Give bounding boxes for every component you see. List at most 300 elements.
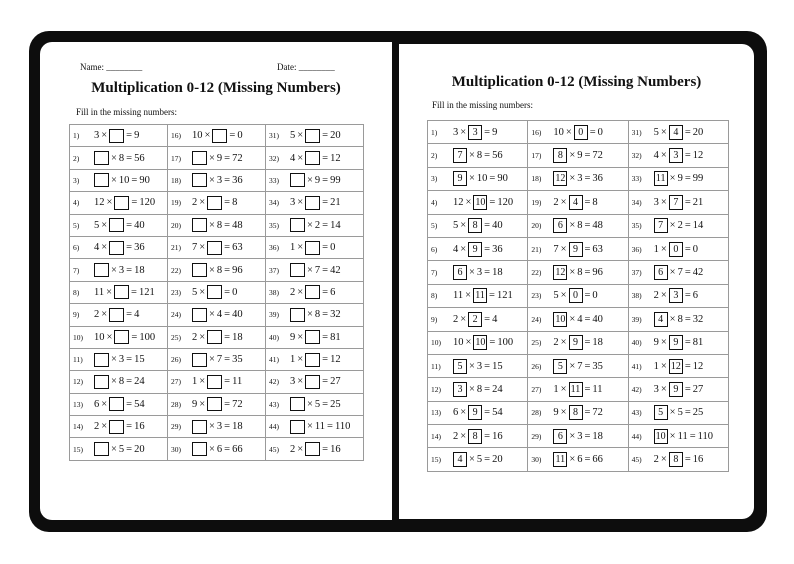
factor: 5 <box>553 290 559 302</box>
problem-cell <box>428 331 528 354</box>
times-sign: × <box>669 220 676 232</box>
problem-number: 45) <box>631 455 642 465</box>
product: 25 <box>692 407 704 419</box>
answer-input-box[interactable] <box>114 285 129 299</box>
equation <box>289 241 336 255</box>
equals-sign: = <box>489 290 495 302</box>
equals-sign: = <box>484 267 491 279</box>
problem-number: 10) <box>431 338 441 348</box>
times-sign: × <box>297 354 304 366</box>
times-sign: × <box>307 309 313 321</box>
problem-cell <box>266 125 364 147</box>
equals-sign: = <box>684 220 691 232</box>
times-sign: × <box>469 267 475 279</box>
equation <box>93 263 146 277</box>
problem-cell <box>168 259 266 281</box>
equation <box>653 382 705 397</box>
answer-input-box[interactable] <box>192 263 207 277</box>
equals-sign: = <box>322 242 329 254</box>
problem-number: 3) <box>73 175 80 185</box>
factor: 1 <box>653 243 659 255</box>
problem-number: 2) <box>73 153 80 163</box>
instructions: Fill in the missing numbers: <box>76 107 178 117</box>
problem-number: 36) <box>269 243 279 253</box>
problem-number: 12) <box>73 377 83 387</box>
times-sign: × <box>111 443 117 455</box>
equation <box>191 353 244 367</box>
problem-cell <box>628 261 728 284</box>
equation <box>93 173 151 187</box>
factor: 4 <box>577 313 583 325</box>
answer-input-box[interactable] <box>94 263 109 277</box>
answer-input-box[interactable] <box>94 353 109 367</box>
answer-box: 9 <box>669 382 683 397</box>
answer-box: 10 <box>475 196 486 208</box>
equation <box>653 405 705 420</box>
answer-input-box[interactable] <box>305 353 320 367</box>
problem-number: 20) <box>531 221 542 231</box>
equation <box>93 218 146 232</box>
problem-cell <box>628 331 728 354</box>
times-sign: × <box>101 242 108 254</box>
problem-number: 25) <box>171 332 181 342</box>
answer-input-box[interactable] <box>192 420 207 434</box>
product: 90 <box>497 173 508 185</box>
answer-input-box[interactable] <box>109 241 124 255</box>
problem-number: 17) <box>531 151 542 161</box>
equation <box>191 263 244 277</box>
problem-number: 15) <box>431 455 441 465</box>
answer-input-box[interactable] <box>192 151 207 165</box>
factor: 10 <box>476 173 488 185</box>
equals-sign: = <box>322 286 329 298</box>
problem-cell <box>628 167 728 190</box>
problem-number: 42) <box>269 377 279 387</box>
equals-sign: = <box>224 331 231 343</box>
factor: 4 <box>653 150 659 162</box>
factor: 2 <box>653 290 659 302</box>
equation <box>93 241 146 255</box>
table-row <box>70 304 364 326</box>
times-sign: × <box>297 242 304 254</box>
product: 0 <box>237 130 243 142</box>
equals-sign: = <box>126 219 133 231</box>
equals-sign: = <box>131 286 137 298</box>
problem-cell <box>528 448 628 471</box>
product: 36 <box>592 173 603 185</box>
product: 9 <box>492 126 498 138</box>
answer-box: 6 <box>553 218 567 233</box>
equals-sign: = <box>684 196 691 208</box>
problem-number: 21) <box>531 244 542 254</box>
product: 72 <box>592 407 603 419</box>
equals-sign: = <box>489 173 496 185</box>
answer-input-box[interactable] <box>207 285 222 299</box>
times-sign: × <box>297 197 304 209</box>
factor: 7 <box>216 354 223 366</box>
answer-input-box[interactable] <box>207 241 222 255</box>
equals-sign: = <box>484 220 491 232</box>
answer-input-box[interactable] <box>207 196 222 210</box>
table-row <box>428 237 729 260</box>
times-sign: × <box>560 407 567 419</box>
factor: 5 <box>314 398 321 410</box>
equation <box>452 335 514 350</box>
equation <box>653 288 699 303</box>
problem-number: 3) <box>431 174 438 184</box>
factor: 9 <box>553 407 559 419</box>
factor: 5 <box>192 286 198 298</box>
equation <box>653 148 705 163</box>
problem-number: 6) <box>73 243 80 253</box>
problem-number: 37) <box>631 268 642 278</box>
equation <box>653 195 705 210</box>
equals-sign: = <box>126 398 133 410</box>
answer-input-box[interactable] <box>109 397 124 411</box>
equals-sign: = <box>684 383 691 395</box>
problem-number: 25) <box>531 338 542 348</box>
answer-input-box[interactable] <box>290 173 305 187</box>
product: 0 <box>330 242 336 254</box>
equals-sign: = <box>131 174 138 186</box>
problem-cell <box>70 371 168 393</box>
equation <box>552 218 604 233</box>
worksheet-title: Multiplication 0-12 (Missing Numbers) <box>91 80 341 96</box>
product: 32 <box>692 313 704 325</box>
equals-sign: = <box>684 360 691 372</box>
table-row <box>70 326 364 348</box>
equals-sign: = <box>584 313 591 325</box>
problem-cell <box>528 425 628 448</box>
product: 72 <box>592 150 603 162</box>
answer-input-box[interactable] <box>94 173 109 187</box>
table-row <box>70 147 364 169</box>
equals-sign: = <box>126 152 133 164</box>
problem-number: 32) <box>631 151 642 161</box>
factor: 1 <box>553 383 559 395</box>
answer-input-box[interactable] <box>94 375 109 389</box>
equation <box>552 125 604 140</box>
problem-number: 33) <box>631 174 642 184</box>
product: 20 <box>330 130 341 142</box>
equation <box>93 420 146 434</box>
equation <box>552 195 598 210</box>
product: 35 <box>232 354 243 366</box>
equation <box>191 397 244 411</box>
problem-number: 22) <box>531 268 542 278</box>
factor: 8 <box>118 376 125 388</box>
answer-box: 6 <box>654 265 668 280</box>
equation <box>653 429 714 444</box>
answer-input-box[interactable] <box>192 218 207 232</box>
problem-number: 30) <box>531 455 542 465</box>
answer-input-box[interactable] <box>305 196 320 210</box>
equation <box>191 129 244 143</box>
product: 14 <box>330 219 341 231</box>
equals-sign: = <box>131 197 138 209</box>
factor: 3 <box>577 430 583 442</box>
problem-number: 9) <box>431 314 438 324</box>
answer-input-box[interactable] <box>212 129 227 143</box>
answer-input-box[interactable] <box>94 442 109 456</box>
equals-sign: = <box>589 126 596 138</box>
product: 6 <box>330 286 336 298</box>
answer-input-box[interactable] <box>192 442 207 456</box>
product: 16 <box>330 443 341 455</box>
answer-input-box[interactable] <box>305 241 320 255</box>
equation <box>191 442 244 456</box>
product: 11 <box>232 376 243 388</box>
problem-number: 17) <box>171 153 181 163</box>
equation <box>191 375 243 389</box>
times-sign: × <box>460 407 467 419</box>
factor: 9 <box>290 331 296 343</box>
problem-cell <box>70 393 168 415</box>
product: 9 <box>134 130 140 142</box>
equation <box>653 125 705 140</box>
product: 72 <box>232 398 243 410</box>
answer-input-box[interactable] <box>207 375 222 389</box>
product: 25 <box>330 398 341 410</box>
problem-cell <box>528 121 628 144</box>
times-sign: × <box>101 421 108 433</box>
answer-input-box[interactable] <box>290 218 305 232</box>
problem-cell <box>528 308 628 331</box>
equation <box>452 125 498 140</box>
problem-number: 14) <box>431 431 441 441</box>
times-sign: × <box>209 309 215 321</box>
times-sign: × <box>111 174 117 186</box>
product: 99 <box>330 174 341 186</box>
answer-input-box[interactable] <box>109 308 124 322</box>
table-row <box>428 425 729 448</box>
problem-number: 12) <box>431 384 441 394</box>
answer-input-box[interactable] <box>305 151 320 165</box>
equals-sign: = <box>322 354 329 366</box>
answer-box: 9 <box>569 242 583 257</box>
problem-cell <box>168 192 266 214</box>
answer-box: 5 <box>553 359 567 374</box>
equals-sign: = <box>322 309 329 321</box>
equals-sign: = <box>322 331 329 343</box>
answer-input-box[interactable] <box>114 330 129 344</box>
table-row <box>428 401 729 424</box>
times-sign: × <box>297 331 304 343</box>
equation <box>93 308 140 322</box>
equation <box>191 196 238 210</box>
problem-cell <box>428 354 528 377</box>
equation <box>552 405 604 420</box>
times-sign: × <box>460 430 467 442</box>
factor: 1 <box>192 376 198 388</box>
problem-cell <box>528 401 628 424</box>
factor: 3 <box>577 173 583 185</box>
equals-sign: = <box>126 376 133 388</box>
problem-cell <box>168 147 266 169</box>
product: 42 <box>692 267 704 279</box>
answer-input-box[interactable] <box>94 151 109 165</box>
answer-input-box[interactable] <box>290 263 305 277</box>
answer-input-box[interactable] <box>192 173 207 187</box>
answer-input-box[interactable] <box>207 330 222 344</box>
answer-input-box[interactable] <box>290 397 305 411</box>
product: 100 <box>139 331 156 343</box>
problem-cell <box>628 284 728 307</box>
table-row <box>70 393 364 415</box>
answer-box: 3 <box>468 125 482 140</box>
equals-sign: = <box>224 197 231 209</box>
answer-input-box[interactable] <box>207 397 222 411</box>
times-sign: × <box>560 290 567 302</box>
equation <box>653 242 699 257</box>
times-sign: × <box>560 337 567 349</box>
answer-box: 11 <box>473 288 487 303</box>
product: 121 <box>138 286 155 298</box>
product: 27 <box>330 376 341 388</box>
equals-sign: = <box>689 430 696 442</box>
equals-sign: = <box>584 360 591 372</box>
problem-number: 18) <box>171 175 181 185</box>
factor: 10 <box>192 130 203 142</box>
answer-input-box[interactable] <box>290 420 305 434</box>
answer-input-box[interactable] <box>305 375 320 389</box>
equation <box>452 288 514 303</box>
answer-input-box[interactable] <box>109 218 124 232</box>
problem-number: 30) <box>171 444 181 454</box>
product: 90 <box>139 174 150 186</box>
answer-box: 4 <box>569 195 583 210</box>
answer-input-box[interactable] <box>192 308 207 322</box>
table-row <box>70 259 364 281</box>
answer-input-box[interactable] <box>305 285 320 299</box>
times-sign: × <box>469 454 475 466</box>
table-row <box>428 354 729 377</box>
answer-input-box[interactable] <box>290 308 305 322</box>
times-sign: × <box>565 126 572 138</box>
problem-cell <box>168 371 266 393</box>
problem-cell <box>70 281 168 303</box>
table-row <box>70 192 364 214</box>
answer-box: 0 <box>569 288 583 303</box>
factor: 3 <box>290 197 296 209</box>
problem-cell <box>428 214 528 237</box>
factor: 8 <box>216 264 223 276</box>
times-sign: × <box>307 264 313 276</box>
times-sign: × <box>569 313 576 325</box>
problem-cell <box>70 326 168 348</box>
factor: 9 <box>314 174 321 186</box>
equals-sign: = <box>584 383 591 395</box>
answer-input-box[interactable] <box>109 420 124 434</box>
problem-cell <box>628 401 728 424</box>
equals-sign: = <box>224 443 231 455</box>
equation <box>191 285 238 299</box>
times-sign: × <box>660 290 667 302</box>
equals-sign: = <box>684 454 691 466</box>
problem-number: 40) <box>631 338 642 348</box>
table-row <box>428 167 729 190</box>
product: 0 <box>597 126 603 138</box>
answer-box: 9 <box>468 242 482 257</box>
equals-sign: = <box>224 354 231 366</box>
problem-number: 19) <box>531 197 542 207</box>
equation <box>552 335 604 350</box>
product: 16 <box>692 454 704 466</box>
answer-box: 8 <box>468 218 482 233</box>
problem-cell <box>628 237 728 260</box>
problem-cell <box>266 348 364 370</box>
times-sign: × <box>101 130 108 142</box>
answer-input-box[interactable] <box>109 129 124 143</box>
equals-sign: = <box>584 173 591 185</box>
answer-input-box[interactable] <box>305 129 320 143</box>
problem-cell <box>168 304 266 326</box>
product: 12 <box>330 152 341 164</box>
factor: 7 <box>577 360 583 372</box>
problem-number: 41) <box>269 355 279 365</box>
factor: 10 <box>453 337 464 349</box>
answer-box: 9 <box>569 335 583 350</box>
problem-cell <box>528 354 628 377</box>
equation <box>552 265 604 280</box>
equation <box>452 242 504 257</box>
problem-number: 29) <box>171 422 181 432</box>
product: 21 <box>330 197 341 209</box>
times-sign: × <box>199 286 206 298</box>
factor: 7 <box>553 243 559 255</box>
problem-cell <box>70 214 168 236</box>
equation <box>191 330 244 344</box>
problem-cell <box>528 214 628 237</box>
product: 96 <box>592 267 603 279</box>
equals-sign: = <box>584 150 591 162</box>
answer-box: 0 <box>669 242 683 257</box>
equation <box>191 151 244 165</box>
times-sign: × <box>209 421 215 433</box>
answer-input-box[interactable] <box>305 330 320 344</box>
answer-box: 12 <box>555 173 566 185</box>
table-row <box>428 261 729 284</box>
problem-cell <box>70 259 168 281</box>
answer-input-box[interactable] <box>192 353 207 367</box>
times-sign: × <box>669 407 676 419</box>
factor: 6 <box>94 398 100 410</box>
equation <box>452 218 504 233</box>
equals-sign: = <box>224 398 231 410</box>
product: 48 <box>592 220 603 232</box>
table-row <box>70 281 364 303</box>
product: 110 <box>697 430 713 442</box>
times-sign: × <box>297 152 304 164</box>
times-sign: × <box>209 264 215 276</box>
answer-input-box[interactable] <box>114 196 129 210</box>
problem-number: 11) <box>73 355 83 365</box>
equation <box>289 397 342 411</box>
equation <box>289 308 342 322</box>
product: 81 <box>692 337 704 349</box>
problem-cell <box>70 348 168 370</box>
problem-cell <box>428 237 528 260</box>
answer-box: 3 <box>669 148 683 163</box>
equation <box>452 405 504 420</box>
equation <box>191 420 244 434</box>
problem-number: 28) <box>171 399 181 409</box>
equation <box>93 129 140 143</box>
problem-cell <box>428 144 528 167</box>
times-sign: × <box>560 383 567 395</box>
answer-input-box[interactable] <box>305 442 320 456</box>
answer-box: 2 <box>468 312 482 327</box>
